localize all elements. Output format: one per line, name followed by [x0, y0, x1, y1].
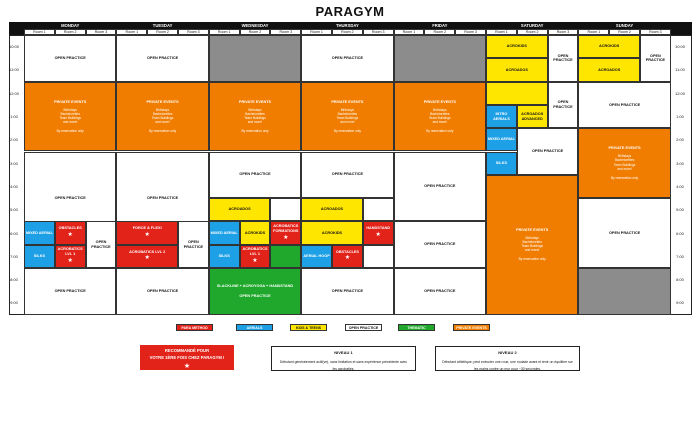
empty-block — [394, 35, 486, 82]
day-header: THURSDAY — [301, 22, 393, 29]
star-icon: ★ — [183, 363, 191, 371]
star-icon: ★ — [67, 232, 73, 239]
block-label: OPEN PRACTICE — [608, 230, 641, 235]
block-label: OPEN PRACTICE — [146, 55, 179, 60]
silks-block — [24, 245, 55, 268]
reservation-note: By reservation only — [333, 129, 361, 134]
star-icon: ★ — [283, 234, 289, 241]
day-header: WEDNESDAY — [209, 22, 301, 29]
page-title: PARAGYM — [315, 4, 385, 19]
block-label: OPEN PRACTICE — [54, 55, 86, 60]
level2-heading: NIVEAU 2 — [498, 350, 517, 355]
block-label: ACROBATICS LVL 1 — [242, 247, 268, 257]
reservation-note: By reservation only — [241, 129, 269, 134]
aerial-hoop-block — [301, 245, 332, 268]
acrobatics-lvl1-block — [240, 245, 271, 268]
block-label: ACROKIDS — [244, 230, 266, 235]
open-practice-block — [394, 268, 486, 315]
block-label: MIXED AERIAL — [487, 137, 515, 142]
time-label: 9:00 — [676, 300, 684, 306]
open-practice-block — [301, 152, 393, 199]
acroados-block — [486, 58, 548, 81]
room-header: Room 1 — [578, 29, 609, 35]
block-label: OPEN PRACTICE — [54, 195, 86, 200]
time-label: 2:00 — [676, 137, 684, 143]
time-label: 3:00 — [10, 160, 18, 166]
block-label: PRIVATE EVENTS — [516, 228, 549, 233]
room-header: Room 2 — [147, 29, 178, 35]
block-label: ACROKIDS — [506, 44, 527, 49]
legend-item: THEMATIC — [398, 324, 435, 331]
block-label: ACROBATICS LVL 1 — [57, 247, 83, 257]
acrokids-block — [301, 221, 363, 244]
time-label: 10:00 — [8, 44, 19, 50]
time-label: 8:00 — [676, 277, 684, 283]
reservation-note: By reservation only — [149, 129, 177, 134]
block-label: OPEN PRACTICE — [239, 172, 271, 177]
block-label: ACROKIDS — [599, 44, 620, 49]
time-label: 5:00 — [676, 207, 684, 213]
time-label: 9:00 — [10, 300, 18, 306]
legend-item: PRIVATE EVENTS — [453, 324, 490, 331]
acroados-block — [301, 198, 363, 221]
level1-text: Débutant généralement actif(ve), sans limitation et sans expérience précédente avec les acrobaties. — [279, 360, 408, 371]
room-header: Room 2 — [55, 29, 86, 35]
obstacles-block — [332, 245, 363, 268]
time-label: 4:00 — [10, 183, 18, 189]
silks-block — [209, 245, 240, 268]
block-label: OPEN PRACTICE — [424, 288, 456, 293]
block-label: PRIVATE EVENTS — [608, 146, 641, 151]
block-label: MIXED AERIAL — [25, 230, 53, 235]
open-practice-block — [178, 221, 209, 268]
recommended-line2: VOTRE 1ÈRE FOIS CHEZ PARAGYM ! — [149, 354, 225, 360]
legend-item: PARA METHOD — [176, 324, 213, 331]
block-label: OPEN PRACTICE — [146, 288, 179, 293]
acroados-block — [209, 198, 271, 221]
room-header: Room 2 — [517, 29, 548, 35]
empty-block — [270, 245, 301, 268]
block-label: OPEN PRACTICE — [424, 242, 456, 247]
star-icon: ★ — [252, 257, 258, 264]
header-corner-left — [9, 22, 24, 35]
block-label: FORCE & FLEXI — [132, 226, 162, 231]
open-practice-block — [394, 221, 486, 268]
acrokids-block — [240, 221, 271, 244]
block-label: ACROBATICS FORMATIONS — [273, 224, 299, 233]
block-label: ACROADOS — [505, 67, 528, 72]
force-flexi-block — [116, 221, 178, 244]
open-practice-block — [209, 152, 301, 199]
level2-box — [435, 346, 580, 371]
time-label: 12:00 — [674, 90, 685, 96]
intro-aerials-block — [486, 105, 517, 128]
open-practice-block — [640, 35, 671, 82]
acroados-block — [578, 58, 640, 81]
acrokids-block — [578, 35, 640, 58]
room-header: Room 1 — [301, 29, 332, 35]
recommended-line1: RECOMMANDÉ POUR — [164, 348, 210, 353]
star-icon: ★ — [144, 232, 150, 239]
time-label: 8:00 — [10, 277, 18, 283]
reservation-note: By reservation only — [611, 175, 639, 180]
mixed-aerial-block — [209, 221, 240, 244]
event-details: Birthdays Bachelorettes Team Buildings and more! — [151, 107, 174, 125]
empty-block — [209, 35, 301, 82]
acrokids-block — [486, 35, 548, 58]
private-events-block — [116, 82, 208, 152]
star-icon: ★ — [344, 255, 351, 262]
time-label: 12:00 — [8, 90, 19, 96]
block-label: ACROADOS — [598, 67, 621, 72]
event-details: Birthdays Bachelorettes Team Buildings and more! — [244, 107, 266, 125]
level1-box — [271, 346, 416, 371]
star-icon: ★ — [67, 257, 73, 264]
day-header: SATURDAY — [486, 22, 578, 29]
empty-block — [578, 268, 670, 315]
room-header: Room 2 — [609, 29, 640, 35]
room-header: Room 3 — [178, 29, 209, 35]
block-label: PRIVATE EVENTS — [146, 99, 179, 104]
private-events-block — [24, 82, 116, 152]
day-header: TUESDAY — [116, 22, 208, 29]
empty-block — [486, 82, 548, 105]
time-label: 2:00 — [10, 137, 18, 143]
legend-item: OPEN PRACTICE — [345, 324, 382, 331]
block-label: ACROKIDS — [321, 230, 343, 235]
block-label: PRIVATE EVENTS — [238, 99, 272, 104]
block-label: OPEN PRACTICE — [183, 239, 204, 249]
block-label: OPEN PRACTICE — [146, 195, 179, 200]
block-label: MIXED AERIAL — [210, 230, 238, 235]
room-header: Room 3 — [363, 29, 394, 35]
room-header: Room 1 — [24, 29, 55, 35]
obstacles-block — [55, 221, 86, 244]
block-label: OPEN PRACTICE — [424, 184, 456, 189]
header-corner-right — [670, 22, 692, 35]
room-header: Room 1 — [209, 29, 240, 35]
day-header: SUNDAY — [578, 22, 670, 29]
block-label: ACROADOS — [320, 207, 344, 212]
acroados-advanced-block — [517, 105, 548, 128]
day-header: FRIDAY — [394, 22, 486, 29]
legend-item: KIDS & TEENS — [290, 324, 327, 331]
block-label: OPEN PRACTICE — [331, 288, 363, 293]
block-label: OPEN PRACTICE — [608, 102, 641, 107]
empty-block — [363, 198, 394, 221]
empty-block — [270, 198, 301, 221]
star-icon: ★ — [144, 255, 150, 262]
room-header: Room 2 — [240, 29, 271, 35]
room-header: Room 1 — [116, 29, 147, 35]
block-label: SILKS — [495, 160, 507, 165]
block-label: SILKS — [218, 253, 230, 258]
time-label: 3:00 — [676, 160, 684, 166]
mixed-aerial-block — [24, 221, 55, 244]
room-header: Room 1 — [486, 29, 517, 35]
time-label: 7:00 — [10, 253, 18, 259]
day-header: MONDAY — [24, 22, 116, 29]
event-details: Birthdays Bachelorettes Team Buildings and more! — [521, 235, 543, 253]
level2-text: Débutant athlétique; peut exécuter une roue, une roulade avant et tenir un équilibre sur les mains contre un mur pour ~30 secondes. — [442, 360, 573, 371]
acrobatics-formations-block — [270, 221, 301, 244]
acrobatics-lvl2-block — [116, 245, 178, 268]
star-icon: ★ — [375, 232, 381, 239]
block-label: AERIAL HOOP — [303, 253, 330, 258]
open-practice-block — [578, 198, 670, 268]
open-practice-block — [301, 268, 393, 315]
block-label: SLACKLINE + ACROYOGA + HANDSTAND — [216, 283, 294, 288]
time-label: 1:00 — [10, 114, 18, 120]
open-practice-block — [517, 128, 579, 175]
time-label: 7:00 — [676, 253, 684, 259]
time-label: 11:00 — [9, 67, 19, 73]
block-label: OPEN PRACTICE — [91, 239, 111, 249]
open-practice-block — [394, 152, 486, 222]
event-details: Birthdays Bachelorettes Team Buildings and more! — [336, 107, 359, 125]
level1-heading: NIVEAU 1 — [334, 350, 353, 355]
open-practice-block — [301, 35, 393, 82]
time-label: 11:00 — [675, 67, 685, 73]
private-events-block — [486, 175, 578, 315]
time-label: 10:00 — [674, 44, 685, 50]
block-label: ACROADOS — [228, 207, 251, 212]
block-label: PRIVATE EVENTS — [54, 99, 87, 104]
block-label: OPEN PRACTICE — [531, 149, 564, 154]
block-label: INTRO AERIALS — [493, 111, 510, 121]
private-events-block — [578, 128, 670, 198]
block-label: ACROBATICS LVL 2 — [129, 249, 166, 254]
open-practice-block — [116, 35, 208, 82]
open-practice-block — [548, 35, 579, 82]
event-details: Birthdays Bachelorettes Team Buildings and more! — [428, 107, 451, 125]
block-label: SILKS — [33, 253, 45, 258]
room-header: Room 1 — [394, 29, 425, 35]
block-label: PRIVATE EVENTS — [331, 99, 364, 104]
time-label: 1:00 — [676, 114, 684, 120]
room-header: Room 2 — [424, 29, 455, 35]
private-events-block — [301, 82, 393, 152]
handstand-block — [363, 221, 394, 244]
open-practice-block — [24, 268, 116, 315]
reservation-note: By reservation only — [518, 257, 546, 262]
private-events-block — [209, 82, 301, 152]
block-label: HANDSTAND — [366, 226, 391, 231]
open-practice-block — [24, 35, 116, 82]
open-practice-block — [578, 82, 670, 129]
silks-block — [486, 152, 517, 175]
reservation-note: By reservation only — [426, 129, 454, 134]
block-label: OBSTACLES — [58, 226, 82, 231]
room-header: Room 2 — [332, 29, 363, 35]
time-label: 4:00 — [676, 183, 684, 189]
block-label: OBSTACLES — [335, 249, 359, 254]
open-practice-block — [548, 82, 579, 129]
mixed-aerial-block — [486, 128, 517, 151]
block-label: OPEN PRACTICE — [54, 288, 86, 293]
reservation-note: By reservation only — [56, 129, 84, 134]
room-header: Room 3 — [455, 29, 486, 35]
open-practice-block — [86, 221, 117, 268]
time-label: 6:00 — [676, 230, 684, 236]
open-practice-block — [116, 268, 208, 315]
block-label: ACROADOS ADVANCED — [521, 111, 544, 121]
block-label: OPEN PRACTICE — [645, 53, 666, 63]
block-label: OPEN PRACTICE — [239, 294, 271, 299]
legend-item: AERIALS — [236, 324, 273, 331]
room-header: Room 3 — [270, 29, 301, 35]
block-label: OPEN PRACTICE — [331, 172, 363, 177]
room-header: Room 3 — [548, 29, 579, 35]
event-details: Birthdays Bachelorettes Team Buildings and more! — [613, 154, 636, 171]
empty-block — [363, 245, 394, 268]
time-label: 6:00 — [10, 230, 18, 236]
room-header: Room 3 — [86, 29, 117, 35]
acrobatics-lvl1-block — [55, 245, 86, 268]
block-label: OPEN PRACTICE — [553, 53, 573, 63]
private-events-block — [394, 82, 486, 152]
block-label: OPEN PRACTICE — [331, 55, 363, 60]
room-header: Room 3 — [640, 29, 671, 35]
block-label: PRIVATE EVENTS — [423, 99, 456, 104]
block-label: OPEN PRACTICE — [553, 100, 573, 109]
event-details: Birthdays Bachelorettes Team Buildings and more! — [59, 107, 81, 125]
slackline-block — [209, 268, 301, 315]
recommended-banner — [140, 345, 234, 370]
time-label: 5:00 — [10, 207, 18, 213]
